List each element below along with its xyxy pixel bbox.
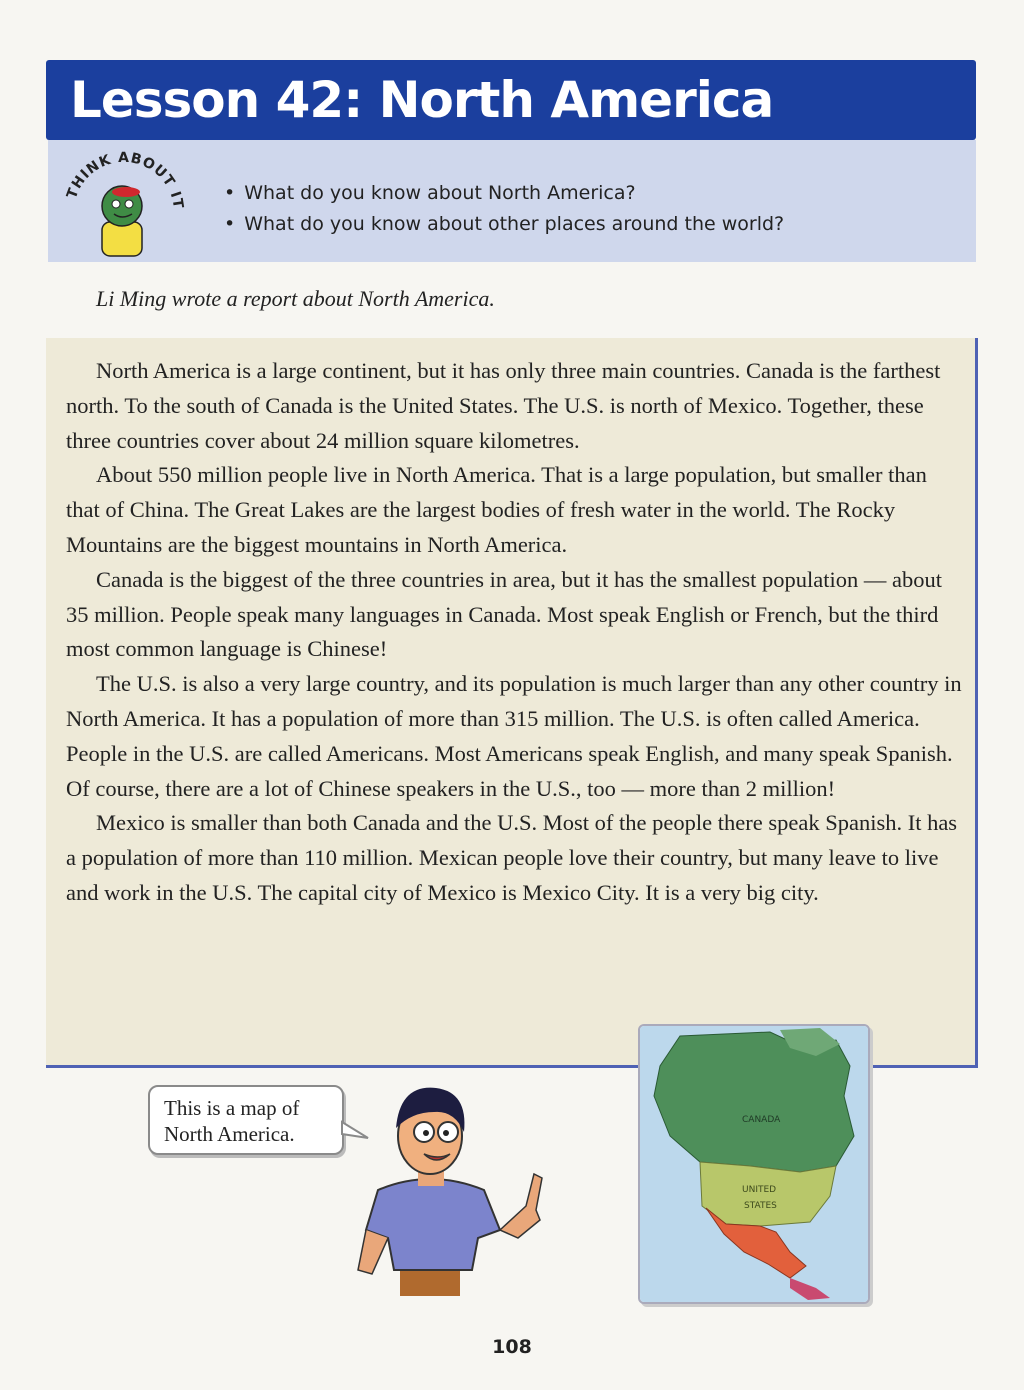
report-text <box>66 354 966 911</box>
report-intro: Li Ming wrote a report about North America. <box>96 286 495 311</box>
boy-character-icon <box>350 1070 570 1310</box>
map-label: CANADA <box>742 1115 781 1125</box>
north-america-map <box>638 1024 870 1304</box>
lesson-title: Lesson 42: North America <box>70 71 774 129</box>
think-about-it-badge-icon <box>56 150 196 258</box>
speech-bubble-text <box>164 1095 299 1147</box>
report-paragraph: North America is a large continent, but it has only three main countries. Canada is the farthest north. To the south of Canada is the United States. The U.S. is north of Mexico. Together, these three countries cover about 24 million square kilometres. <box>66 358 941 453</box>
map-label: STATES <box>744 1201 777 1211</box>
think-badge-label: THINK ABOUT IT <box>64 150 187 211</box>
north-america-map-icon <box>640 1026 868 1302</box>
question-item: • What do you know about other places around the world? <box>224 209 784 240</box>
think-about-it-box <box>48 140 976 262</box>
report-paragraph: Canada is the biggest of the three countries in area, but it has the smallest population — about 35 million. People speak many languages in Canada. Most speak English or French, but the third most common language is Chinese! <box>66 566 943 662</box>
lesson-title-bar <box>46 60 976 140</box>
question-list <box>224 178 784 240</box>
report-paragraph: About 550 million people live in North America. That is a large population, but smaller than that of China. The Great Lakes are the largest bodies of fresh water in the world. The Rocky Mountains are the biggest mountains in North America. <box>66 462 927 557</box>
report-paragraph: Mexico is smaller than both Canada and the U.S. Most of the people there speak Spanish. It has a population of more than 110 million. Mexican people love their country, but many leave to live and work in the U.S. The capital city of Mexico is Mexico City. It is a very big city. <box>66 810 958 905</box>
map-label: UNITED <box>742 1185 777 1195</box>
report-box <box>46 338 978 1068</box>
page-number: 108 <box>492 1336 532 1358</box>
speech-line-1: This is a map of <box>164 1096 300 1120</box>
speech-line-2: North America. <box>164 1122 295 1146</box>
report-paragraph: The U.S. is also a very large country, and its population is much larger than any other country in North America. It has a population of more than 315 million. The U.S. is often called America. People in the U.S. are called Americans. Most Americans speak English, and many speak Spanish. Of course, there are a lot of Chinese speakers in the U.S., too — more than 2 million! <box>66 671 962 801</box>
question-item: • What do you know about North America? <box>224 178 784 209</box>
speech-bubble <box>148 1085 344 1155</box>
